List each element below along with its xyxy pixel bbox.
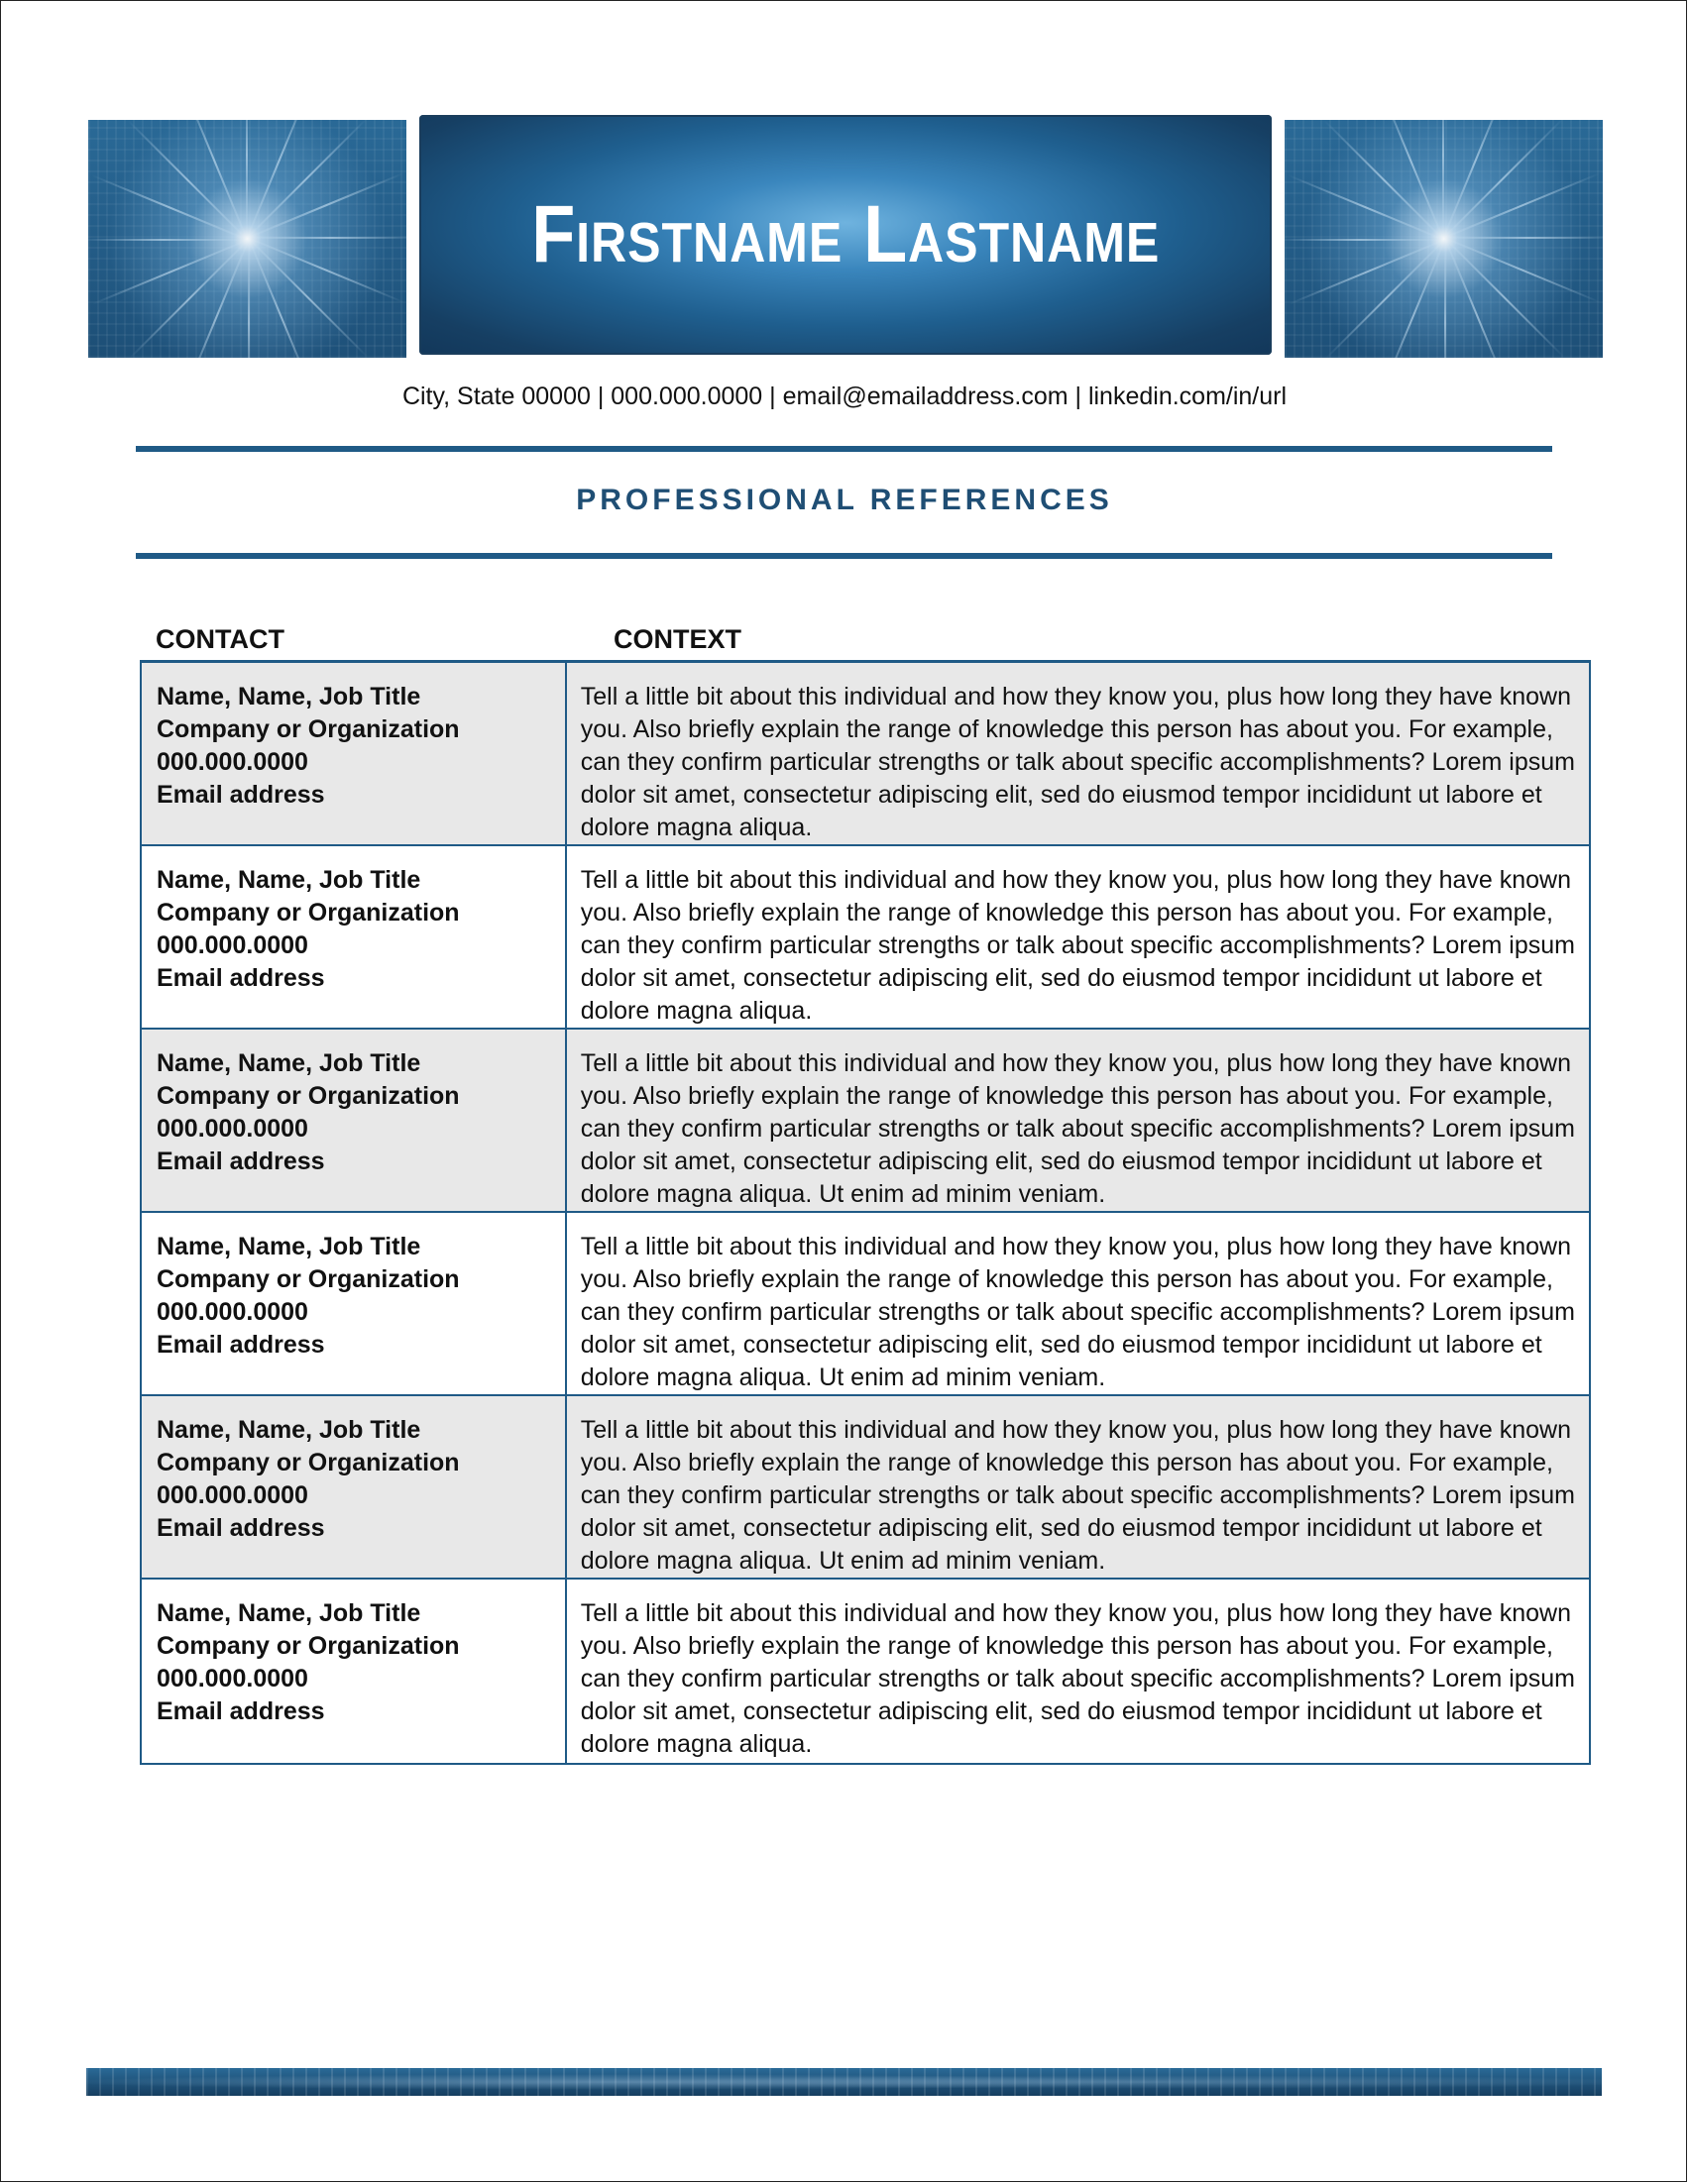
context-text-line: you. Also briefly explain the range of knowledge this person has about you. For example, bbox=[580, 1449, 1553, 1476]
context-text-line: you. Also briefly explain the range of knowledge this person has about you. For example, bbox=[580, 1632, 1553, 1660]
table-row bbox=[142, 1030, 1589, 1213]
contact-line-item: Email address bbox=[157, 781, 325, 809]
context-text-line: Tell a little bit about this individual and how they know you, plus how long they have known bbox=[580, 1599, 1571, 1627]
context-text-line: can they confirm particular strengths or talk about specific accomplishments? Lorem ipsum bbox=[580, 1115, 1575, 1143]
contact-line: City, State 00000 | 000.000.0000 | email@emailaddress.com | linkedin.com/in/url bbox=[401, 382, 1288, 410]
light-ray bbox=[248, 237, 407, 239]
context-text-line: dolore magna aliqua. Ut enim ad minim veniam. bbox=[580, 1180, 1106, 1208]
context-text-line: you. Also briefly explain the range of knowledge this person has about you. For example, bbox=[580, 899, 1553, 927]
light-ray bbox=[127, 120, 248, 240]
contact-line-item: Email address bbox=[157, 1147, 325, 1175]
light-ray bbox=[248, 238, 314, 358]
context-text-line: dolor sit amet, consectetur adipiscing elit, sed do eiusmod tempor incididunt ut labore et bbox=[580, 1514, 1542, 1542]
context-text-line: Tell a little bit about this individual and how they know you, plus how long they have known bbox=[580, 1049, 1571, 1077]
contact-line-item: Company or Organization bbox=[157, 1449, 460, 1476]
table-row bbox=[142, 846, 1589, 1030]
table-row bbox=[142, 1580, 1589, 1763]
context-text-line: Tell a little bit about this individual and how they know you, plus how long they have known bbox=[580, 1233, 1571, 1260]
contact-line-item: Name, Name, Job Title bbox=[157, 1233, 421, 1260]
contact-line-item: Email address bbox=[157, 1331, 325, 1359]
contact-line-item: Email address bbox=[157, 964, 325, 992]
contact-line-item: Company or Organization bbox=[157, 1265, 460, 1293]
contact-cell bbox=[142, 663, 567, 844]
context-cell bbox=[567, 1030, 1589, 1211]
contact-line-item: 000.000.0000 bbox=[157, 1115, 308, 1143]
contact-cell bbox=[142, 1030, 567, 1211]
context-text-line: dolor sit amet, consectetur adipiscing elit, sed do eiusmod tempor incididunt ut labore et bbox=[580, 781, 1542, 809]
light-ray bbox=[1379, 239, 1445, 358]
contact-line-item: Company or Organization bbox=[157, 715, 460, 743]
context-text-line: dolor sit amet, consectetur adipiscing elit, sed do eiusmod tempor incididunt ut labore et bbox=[580, 964, 1542, 992]
section-title: PROFESSIONAL REFERENCES bbox=[576, 484, 1113, 516]
light-ray bbox=[181, 120, 248, 240]
contact-cell bbox=[142, 1396, 567, 1578]
light-ray bbox=[1323, 120, 1444, 240]
context-text-line: can they confirm particular strengths or talk about specific accomplishments? Lorem ipsum bbox=[580, 931, 1575, 959]
light-ray bbox=[246, 120, 248, 239]
context-text-line: dolor sit amet, consectetur adipiscing elit, sed do eiusmod tempor incididunt ut labore et bbox=[580, 1697, 1542, 1725]
contact-line-item: Company or Organization bbox=[157, 1082, 460, 1110]
contact-line-item: Email address bbox=[157, 1697, 325, 1725]
section-rule-bottom bbox=[136, 553, 1552, 559]
context-cell bbox=[567, 663, 1589, 844]
name-banner bbox=[419, 115, 1272, 355]
light-ray bbox=[1378, 120, 1444, 240]
references-table bbox=[140, 660, 1591, 1765]
contact-line-item: Name, Name, Job Title bbox=[157, 683, 421, 710]
context-text-line: dolore magna aliqua. bbox=[580, 814, 813, 841]
context-cell bbox=[567, 1580, 1589, 1763]
context-text-line: Tell a little bit about this individual and how they know you, plus how long they have known bbox=[580, 866, 1571, 894]
light-ray bbox=[246, 120, 367, 239]
light-ray bbox=[1444, 237, 1604, 239]
context-text-line: you. Also briefly explain the range of knowledge this person has about you. For example, bbox=[580, 1082, 1553, 1110]
context-cell bbox=[567, 1396, 1589, 1578]
context-text-line: dolore magna aliqua. bbox=[580, 1730, 813, 1758]
light-ray bbox=[248, 239, 250, 358]
section-rule-top bbox=[136, 446, 1552, 452]
contact-line-item: Name, Name, Job Title bbox=[157, 1416, 421, 1444]
context-text-line: dolor sit amet, consectetur adipiscing elit, sed do eiusmod tempor incididunt ut labore et bbox=[580, 1147, 1542, 1175]
contact-line-item: Company or Organization bbox=[157, 899, 460, 927]
contact-line-item: 000.000.0000 bbox=[157, 748, 308, 776]
light-ray bbox=[1444, 238, 1511, 358]
light-ray bbox=[1444, 239, 1446, 358]
table-row bbox=[142, 1213, 1589, 1396]
contact-line-item: Company or Organization bbox=[157, 1632, 460, 1660]
context-text-line: you. Also briefly explain the range of knowledge this person has about you. For example, bbox=[580, 1265, 1553, 1293]
light-ray bbox=[1285, 239, 1444, 241]
header-tech-image-left bbox=[88, 120, 406, 358]
context-text-line: dolore magna aliqua. Ut enim ad minim veniam. bbox=[580, 1547, 1106, 1575]
context-text-line: can they confirm particular strengths or talk about specific accomplishments? Lorem ipsum bbox=[580, 1481, 1575, 1509]
contact-cell bbox=[142, 1213, 567, 1394]
contact-line-item: Name, Name, Job Title bbox=[157, 1049, 421, 1077]
candidate-name: Firstname Lastname bbox=[530, 189, 1160, 279]
contact-line-item: 000.000.0000 bbox=[157, 931, 308, 959]
column-header-context: CONTEXT bbox=[614, 624, 742, 654]
light-ray bbox=[1442, 120, 1563, 239]
column-header-contact: CONTACT bbox=[156, 624, 284, 654]
context-text-line: can they confirm particular strengths or talk about specific accomplishments? Lorem ipsum bbox=[580, 748, 1575, 776]
context-text-line: Tell a little bit about this individual and how they know you, plus how long they have known bbox=[580, 683, 1571, 710]
contact-line-item: Name, Name, Job Title bbox=[157, 866, 421, 894]
context-text-line: dolore magna aliqua. Ut enim ad minim veniam. bbox=[580, 1364, 1106, 1391]
light-ray bbox=[1442, 120, 1444, 239]
context-cell bbox=[567, 1213, 1589, 1394]
contact-line-item: 000.000.0000 bbox=[157, 1665, 308, 1693]
context-text-line: dolore magna aliqua. bbox=[580, 997, 813, 1025]
light-ray bbox=[246, 120, 312, 239]
light-ray bbox=[182, 239, 249, 358]
light-ray bbox=[248, 238, 369, 358]
contact-line-item: 000.000.0000 bbox=[157, 1481, 308, 1509]
header-tech-image-right bbox=[1285, 120, 1603, 358]
contact-cell bbox=[142, 1580, 567, 1763]
light-ray bbox=[128, 239, 249, 358]
context-text-line: can they confirm particular strengths or talk about specific accomplishments? Lorem ipsum bbox=[580, 1298, 1575, 1326]
contact-line-item: 000.000.0000 bbox=[157, 1298, 308, 1326]
light-ray bbox=[1444, 238, 1565, 358]
context-text-line: Tell a little bit about this individual and how they know you, plus how long they have known bbox=[580, 1416, 1571, 1444]
light-ray bbox=[1324, 239, 1445, 358]
context-text-line: can they confirm particular strengths or talk about specific accomplishments? Lorem ipsum bbox=[580, 1665, 1575, 1693]
light-ray bbox=[88, 239, 248, 241]
context-text-line: you. Also briefly explain the range of knowledge this person has about you. For example, bbox=[580, 715, 1553, 743]
table-row bbox=[142, 663, 1589, 846]
context-text-line: dolor sit amet, consectetur adipiscing elit, sed do eiusmod tempor incididunt ut labore et bbox=[580, 1331, 1542, 1359]
footer-tech-strip bbox=[86, 2068, 1602, 2096]
light-ray bbox=[1442, 120, 1509, 239]
context-cell bbox=[567, 846, 1589, 1028]
contact-line-item: Name, Name, Job Title bbox=[157, 1599, 421, 1627]
contact-line-item: Email address bbox=[157, 1514, 325, 1542]
contact-cell bbox=[142, 846, 567, 1028]
table-row bbox=[142, 1396, 1589, 1580]
